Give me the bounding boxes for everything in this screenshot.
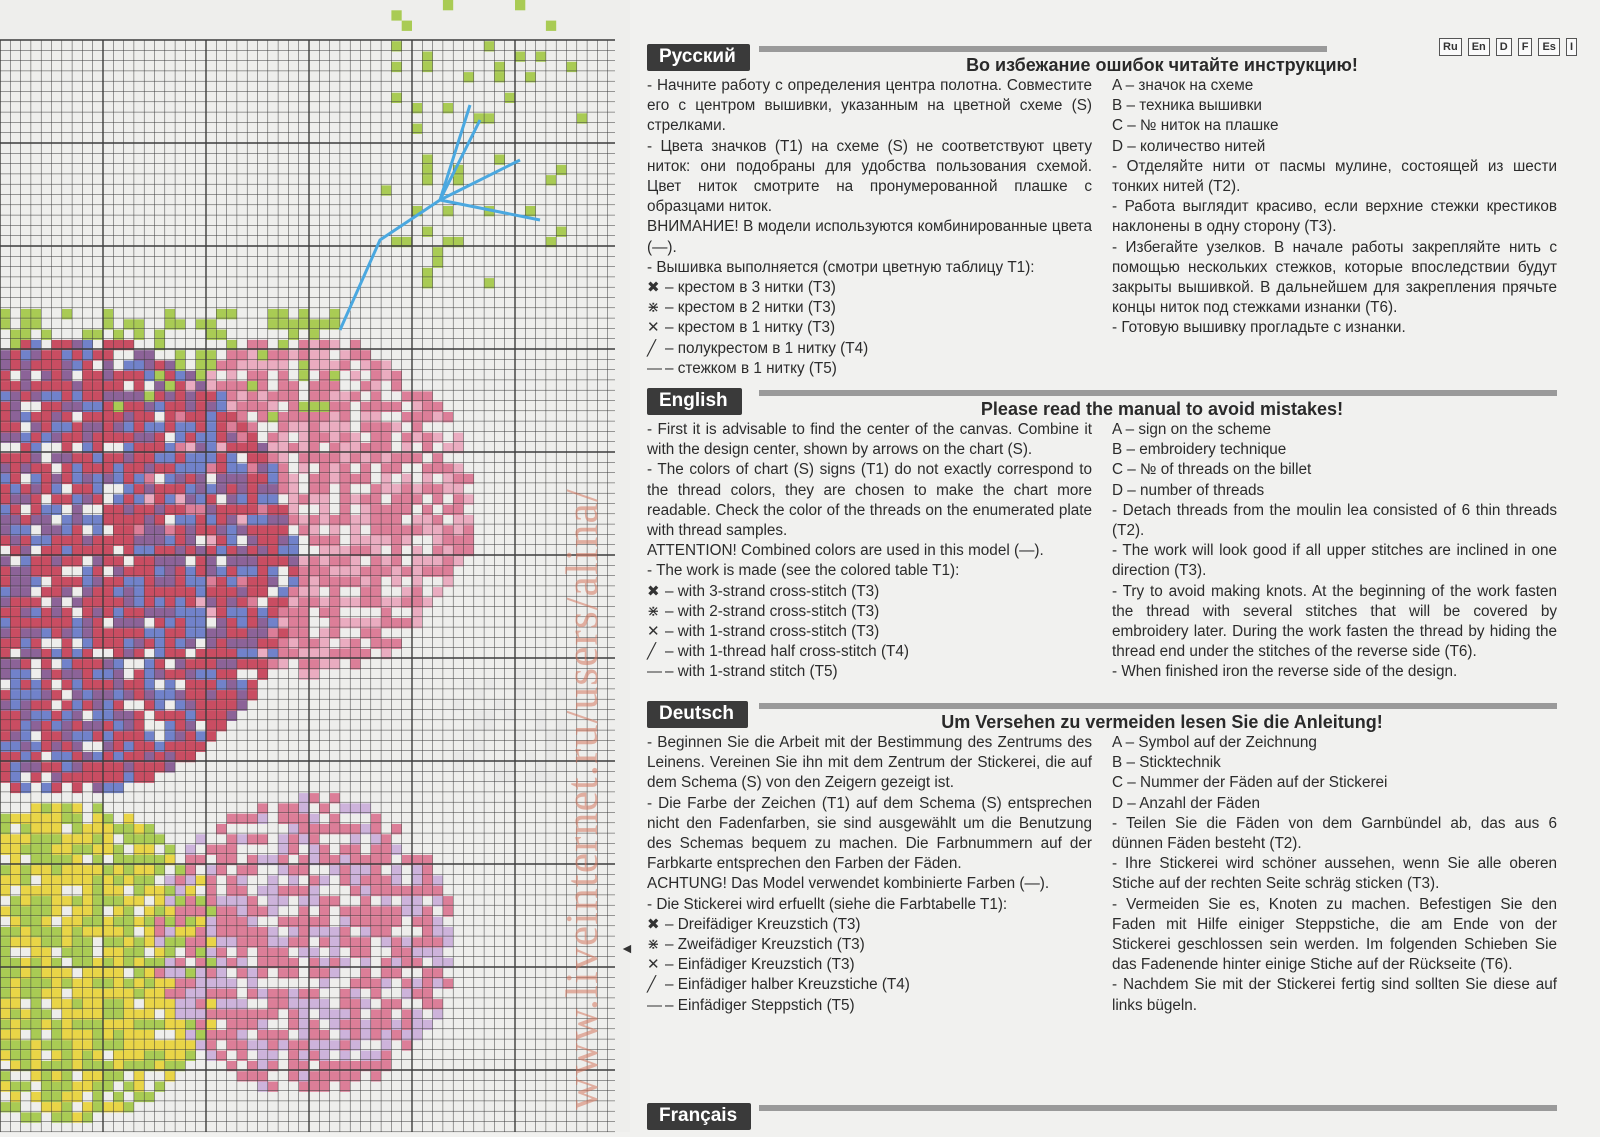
legend-item: C – Nummer der Fäden auf der Stickerei [1112, 774, 1388, 792]
section-de [647, 695, 1557, 1014]
legend-item: B – техника вышивки [1112, 97, 1262, 115]
paragraph: - Избегайте узелков. В начале работы закрепляйте нить с помощью нескольких стежков, которые впоследствии будут закрыты вышивкой. В дальнейшем для закрепления прячьте концы ниток под стежками изнанки (T6). [1112, 238, 1557, 317]
flag-en[interactable]: En [1468, 38, 1490, 56]
stitch-row: ╱ – полукрестом в 1 нитку (T4) [647, 339, 1092, 359]
cross-stitch-chart [0, 0, 634, 1132]
paragraph: - Цвета значков (T1) на схеме (S) не соответствуют цвету ниток: они подобраны для удобства пользования схемой. Цвет ниток смотрите на пронумерованной плашке с образцами ниток. [647, 137, 1092, 216]
legend-item: A – Symbol auf der Zeichnung [1112, 734, 1317, 751]
flag-es[interactable]: Es [1538, 38, 1559, 56]
cross3-icon: ✖ [647, 582, 660, 600]
cross2-icon: ⋇ [647, 602, 660, 620]
cross1-icon: ✕ [647, 319, 660, 337]
stitch-row: ✖ – Dreifädiger Kreuzstich (T3) [647, 915, 1092, 935]
header-bar [759, 390, 1557, 396]
flag-i[interactable]: I [1566, 38, 1577, 56]
stitch-row: ✕ – Einfädiger Kreuzstich (T3) [647, 955, 1092, 975]
cross2-icon: ⋇ [647, 936, 660, 954]
paragraph: - Ihre Stickerei wird schöner aussehen, wenn Sie alle oberen Stiche auf der rechten Seite schräg sticken (T3). [1112, 855, 1557, 893]
header-bar [759, 703, 1557, 709]
stitch-row: ✕ – with 1-strand cross-stitch (T3) [647, 622, 1092, 642]
paragraph: - Detach threads from the moulin lea consisted of 6 thin threads (T2). [1112, 501, 1557, 540]
backstitch-icon: — [647, 996, 662, 1014]
paragraph: - The colors of chart (S) signs (T1) do not exactly correspond to the thread colors, they are chosen to make the chart more readable. Check the color of the threads on the enumerated plate with thread samples. [647, 461, 1092, 540]
watermark: www.liveinternet.ru/users/alina/ [556, 488, 607, 1110]
legend-item: B – Sticktechnik [1112, 754, 1221, 772]
instructions-panel [647, 0, 1597, 1132]
cross1-icon: ✕ [647, 623, 660, 641]
paragraph: - Vermeiden Sie es, Knoten zu machen. Befestigen Sie den Faden mit Hilfe einiger Steppstiche, die am Ende von der Stickerei geschlossen sein werden. Im folgenden Schieben Sie das Fadenende hinter einige Stiche auf der Rückseite (T6). [1112, 895, 1557, 974]
half-cross-icon: ╱ [647, 643, 657, 661]
stitch-row: ╱ – Einfädiger halber Kreuzstiche (T4) [647, 975, 1092, 995]
cross2-icon: ⋇ [647, 299, 660, 317]
stitch-row: — – Einfädiger Steppstich (T5) [647, 996, 1092, 1016]
paragraph: - Работа выглядит красиво, если верхние стежки крестиков наклонены в одну сторону (T3). [1112, 198, 1557, 236]
lang-label-ru: Русский [647, 44, 750, 71]
section-fr [647, 1097, 1557, 1137]
paragraph: - When finished iron the reverse side of the design. [1112, 663, 1458, 681]
header-bar [759, 46, 1327, 52]
warning-en: Please read the manual to avoid mistakes! [980, 399, 1344, 419]
flag-ru[interactable]: Ru [1439, 38, 1462, 56]
paragraph: - Начните работу с определения центра полотна. Совместите его с центром вышивки, указанным на цветной схеме (S) стрелками. [647, 77, 1092, 135]
legend-item: C – № of threads on the billet [1112, 461, 1312, 479]
paragraph: - Вышивка выполняется (смотри цветную таблицу T1): [647, 258, 1035, 276]
paragraph: - The work will look good if all upper stitches are inclined in one direction (T3). [1112, 542, 1557, 580]
stitch-row: ⋇ – Zweifädiger Kreuzstich (T3) [647, 935, 1092, 955]
legend-item: D – number of threads [1112, 481, 1265, 499]
legend-item: A – значок на схеме [1112, 77, 1254, 94]
stitch-row: ✖ – with 3-strand cross-stitch (T3) [647, 582, 1092, 602]
backstitch-lines [340, 105, 540, 330]
lang-label-de: Deutsch [647, 701, 748, 728]
paragraph: - Die Stickerei wird erfuellt (siehe die Farbtabelle T1): [647, 895, 1008, 913]
warning-ru: Во избежание ошибок читайте инструкцию! [966, 55, 1358, 75]
stitch-row: — – with 1-strand stitch (T5) [647, 662, 1092, 682]
stitch-row: ╱ – with 1-thread half cross-stitch (T4) [647, 642, 1092, 662]
flag-d[interactable]: D [1496, 38, 1512, 56]
backstitch-icon: — [647, 359, 662, 377]
paragraph: - Готовую вышивку прогладьте с изнанки. [1112, 319, 1406, 337]
center-arrow-icon: ◄ [620, 940, 634, 956]
paragraph: - Nachdem Sie mit der Stickerei fertig sind sollten Sie diese auf links bügeln. [1112, 976, 1557, 1014]
stitch-row: — – стежком в 1 нитку (T5) [647, 359, 1092, 379]
legend-item: C – № ниток на плашке [1112, 117, 1279, 135]
flag-f[interactable]: F [1518, 38, 1533, 56]
header-bar [759, 1105, 1557, 1111]
paragraph: - The work is made (see the colored table T1): [647, 562, 960, 580]
chart-grid [0, 0, 630, 1132]
stitch-row: ⋇ – with 2-strand cross-stitch (T3) [647, 602, 1092, 622]
section-ru [647, 38, 1557, 377]
paragraph: - Try to avoid making knots. At the beginning of the work fasten the thread with several stitches that will be covered by embroidery later. During the work fasten the thread by hiding the thread end under the stitches of the reverse side (T6). [1112, 582, 1557, 661]
lang-label-en: English [647, 388, 742, 415]
paragraph: - Die Farbe der Zeichen (T1) auf dem Schema (S) entsprechen nicht den Fadenfarben, sie sind ausgewählt um die Benutzung des Schemas bequem zu machen. Die Farbnummern auf der Farbkarte entsprechen den Farben der Fäden. [647, 794, 1092, 873]
paragraph: - Отделяйте нити от пасмы мулине, состоящей из шести тонких нитей (T2). [1112, 157, 1557, 196]
stitch-row: ✖ – крестом в 3 нитки (T3) [647, 278, 1092, 298]
lang-label-fr: Français [647, 1103, 751, 1130]
paragraph: ATTENTION! Combined colors are used in this model (—). [647, 542, 1044, 560]
stitch-row: ✕ – крестом в 1 нитку (T3) [647, 318, 1092, 338]
section-en [647, 382, 1557, 681]
cross3-icon: ✖ [647, 279, 660, 297]
legend-item: B – embroidery technique [1112, 441, 1287, 459]
backstitch-icon: — [647, 663, 662, 681]
paragraph: - Beginnen Sie die Arbeit mit der Bestimmung des Zentrums des Leinens. Vereinen Sie ihn mit dem Zentrum der Stickerei, die auf dem Schema (S) von den Zeigern gezeigt ist. [647, 734, 1092, 792]
stitch-row: ⋇ – крестом в 2 нитки (T3) [647, 298, 1092, 318]
paragraph: - Teilen Sie die Fäden von dem Garnbündel ab, das aus 6 dünnen Fäden besteht (T2). [1112, 814, 1557, 853]
warning-de: Um Versehen zu vermeiden lesen Sie die Anleitung! [941, 712, 1383, 732]
cross3-icon: ✖ [647, 915, 660, 933]
half-cross-icon: ╱ [647, 339, 657, 357]
chart-cells [0, 0, 587, 1123]
paragraph: ACHTUNG! Das Model verwendet kombinierte Farben (—). [647, 875, 1050, 893]
paragraph: ВНИМАНИЕ! В модели используются комбинированные цвета (—). [647, 218, 1092, 256]
cross1-icon: ✕ [647, 956, 660, 974]
half-cross-icon: ╱ [647, 976, 657, 994]
legend-item: A – sign on the scheme [1112, 421, 1272, 438]
legend-item: D – Anzahl der Fäden [1112, 794, 1260, 812]
paragraph: - First it is advisable to find the center of the canvas. Combine it with the design center, shown by arrows on the chart (S). [647, 421, 1092, 459]
legend-item: D – количество нитей [1112, 137, 1266, 155]
